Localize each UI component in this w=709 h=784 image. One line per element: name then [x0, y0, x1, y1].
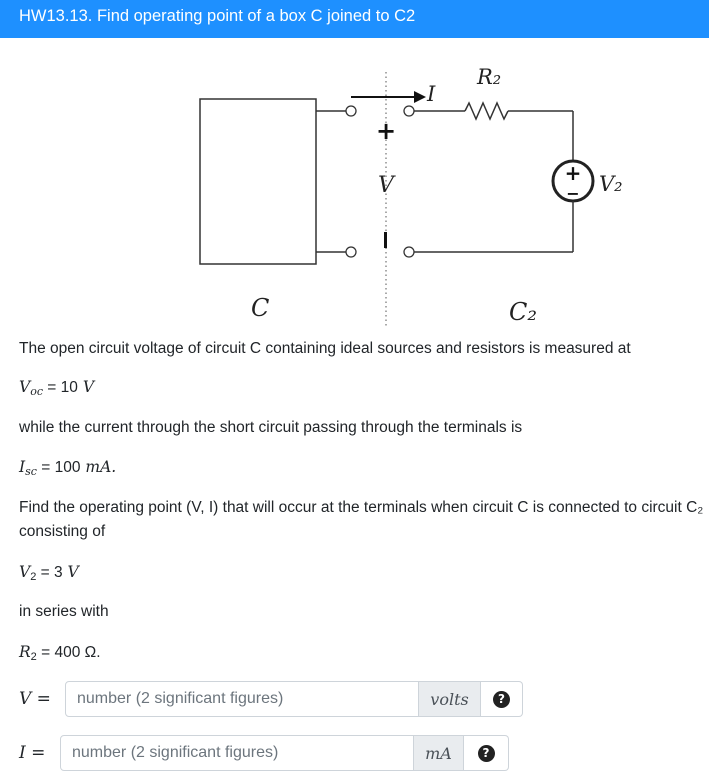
- source-minus-sign: −: [566, 184, 580, 203]
- voc-eq: =: [43, 379, 61, 396]
- isc-sub: sc: [25, 465, 37, 478]
- v2-var: V: [19, 563, 31, 581]
- circuit-label-c2: C₂: [509, 298, 537, 326]
- v2-value: 3: [54, 564, 63, 581]
- problem-para-2: while the current through the short circuit passing through the terminals is: [19, 419, 523, 436]
- terminal-bottom-left: [346, 247, 356, 257]
- answer-eq-v: =: [31, 689, 51, 709]
- problem-para-3-cont: consisting of: [19, 523, 106, 540]
- isc-eq: =: [36, 459, 55, 476]
- problem-para-1: The open circuit voltage of circuit C containing ideal sources and resistors is measured at: [19, 340, 631, 357]
- circuit-box-c: [200, 99, 316, 264]
- r2-eq: =: [36, 644, 55, 661]
- isc-value: 100: [54, 459, 81, 476]
- question-icon: ?: [478, 745, 495, 762]
- question-icon: ?: [493, 691, 510, 708]
- terminal-bottom-right: [404, 247, 414, 257]
- circuit-diagram: [0, 38, 709, 338]
- source-plus-sign: +: [564, 161, 582, 185]
- voltage-minus-sign: [384, 232, 387, 248]
- v2-unit: V: [62, 563, 79, 581]
- voc-unit: V: [77, 378, 95, 396]
- current-arrow: [414, 91, 426, 103]
- voltage-plus-sign: +: [375, 117, 397, 145]
- answer-label-v: [19, 689, 65, 709]
- resistor-r2: [465, 103, 508, 119]
- r2-sub: 2: [30, 651, 37, 663]
- voltage-label: V: [378, 173, 394, 198]
- resistor-label: R₂: [477, 65, 502, 89]
- current-label: I: [427, 82, 436, 106]
- v2-equation: [19, 563, 79, 583]
- isc-var: I: [19, 458, 26, 476]
- problem-para-3: Find the operating point (V, I) that will occur at the terminals when circuit C is connected to circuit C₂: [19, 499, 704, 516]
- isc-equation: [19, 458, 116, 478]
- box-label-c: C: [251, 294, 270, 322]
- current-input[interactable]: number (2 significant figures): [60, 735, 414, 771]
- voc-sub: oc: [30, 385, 43, 398]
- voltage-help-button[interactable]: [481, 681, 523, 717]
- terminal-top-right: [404, 106, 414, 116]
- current-unit: mA: [414, 735, 464, 771]
- r2-value: 400: [54, 644, 81, 661]
- r2-unit: Ω.: [80, 644, 101, 661]
- voltage-input[interactable]: number (2 significant figures): [65, 681, 419, 717]
- page-header: [0, 0, 709, 38]
- problem-para-4: in series with: [19, 603, 109, 620]
- voc-value: 10: [60, 379, 78, 396]
- source-label: V₂: [599, 172, 623, 196]
- r2-equation: [19, 643, 101, 663]
- current-help-button[interactable]: [464, 735, 509, 771]
- page-title: HW13.13. Find operating point of a box C joined to C2: [19, 7, 416, 25]
- v2-sub: 2: [30, 571, 37, 583]
- v2-eq: =: [36, 564, 54, 581]
- r2-var: R: [19, 643, 31, 661]
- answer-row-v: [19, 680, 523, 718]
- voc-equation: [19, 378, 94, 398]
- voltage-unit: volts: [419, 681, 481, 717]
- answer-label-i: [19, 743, 60, 763]
- terminal-top-left: [346, 106, 356, 116]
- answer-eq-i: =: [25, 743, 46, 763]
- isc-unit: mA.: [80, 458, 117, 476]
- voc-var: V: [19, 378, 31, 396]
- answer-row-i: [19, 734, 509, 772]
- answer-var-v: V: [19, 689, 32, 709]
- answer-var-i: I: [19, 743, 26, 763]
